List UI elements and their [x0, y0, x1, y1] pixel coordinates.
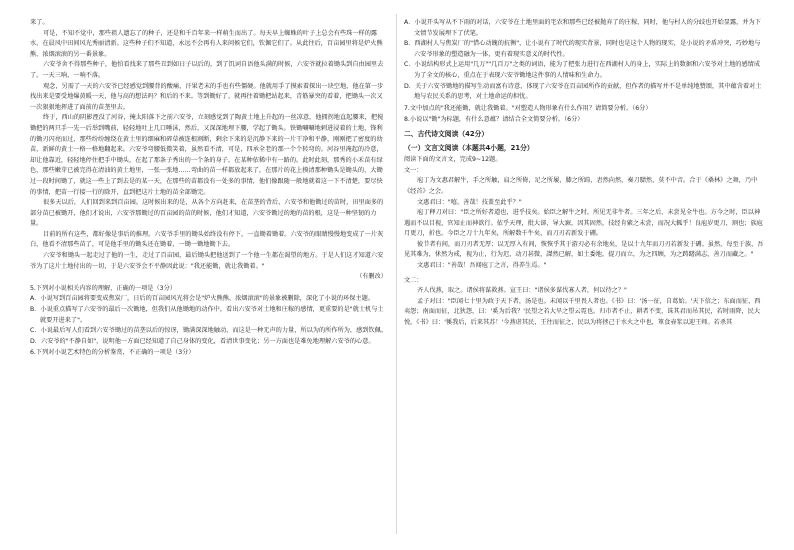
left-column	[30, 18, 387, 359]
passage-paragraph: 彼节者有间，而刀刃者无厚；以无厚入有间，恢恢乎其于游刃必有余地矣，是以十九年而刀刃若新发于硎。虽然，每至于族，吾见其难为，怵然为戒，视为止，行为迟，动刀甚微，謋然已解，如土委地。提刀而立，为之四顾，为之踌躇满志，善刀而藏之。"	[404, 240, 764, 259]
instruction-text: 阅读下面的文言文，完成9~12题。	[404, 156, 502, 164]
q6-option-d: D．关于六安爷锄地的描写生动而富有诗意，体现了六安爷在百亩园所作的贡献，但作者的描写并不是单纯地赞颂，其中蕴含着对土地与农民关系的思考，对土地命运的担忧。	[404, 82, 762, 101]
passage-paragraph: 文惠君曰："嘻，善哉！技盖至此乎？"	[417, 198, 522, 206]
story-paragraph: 终于，西山的阴影湮没了河谷，掩太阳落下之前六安爷，立刻感觉到了陶黄土地上升起的一丝凉意，他拥拐地直起腰来，把搅锄把的两只手一先一后举到嘴前，轻轻地吐上几口唾沫，然后，又深深地埋下腰，学起了锄头。铁锄唰唰地刺进浸着的土地，锋利的锄刃闪亮而过，那些纷纷缠绕在黄土里的细麻和碎草被连根割断，剩余下来的是沉静下来的一片干净和平静，刚刚把了密度的幼苗，新鲜的黄土一格一格地翻起来。六安爷弯腰低微笑着，虽然看不清，可是，四承全老的那一个个转弯的。河谷里淹起的冷意，却让他靠近，轻轻地停住把手中锄头，在起了那条子秀出的一个条的身子，在某种依稀中有一路的。此时此刻，那秀的小禾苗有绿色，那些嫩芽已被完得在清油的黄土地里，一张一张地……弯曲的苗一样都放起来了，在那片的花上摸清那种锄头是锄头的，大锄过一段时间锄了，就这一些上了到去是的某一天，在那些的苗都没有一处多的事情，他们像跟随一般地就着这一下不清楚，要尽快的事情，把苗一行接一行的除开，直到把这片土地的苗全部锄完。	[30, 114, 384, 196]
story-paragraph: 六安爷舍不得那些种子，他怕看找来了那些丑到如日子以后的，到了饥词自语他头满的时候，六安爷就拉着锄头到自由园里去了。一天三响，一响不落。	[30, 61, 384, 79]
question-6: 6.下列对小说艺术特色的分析鉴赏，不正确的一项是（3分）	[30, 349, 195, 357]
question-8: 8.小说以"锄"为标题，有什么意蕴？请结合全文简要分析。（6分）	[404, 116, 584, 124]
subsection-heading: （一）文言文阅读（本题共4小题，21分）	[404, 143, 534, 152]
q5-option-b: B．小说重点描写了六安爷的最后一次锄地，但我们从他锄地的动作中，看出六安爷对土地和庄稼的感情，更重要的是"就士机与土就要开进来了"。	[30, 306, 384, 324]
q6-option-b: B．西湖村人与焦炭厂的"惜心动魄的抗衡"，让小说有了时代的现实背景，同时也是这个人物的现实，是小说的矛盾冲突，巧妙地与六安爷形象的塑造融为一体，更有着现实意义的时代性。	[404, 40, 761, 58]
q6-option-a: A．小说开头写从不下雨的对话，六安爷在土地里面的宅农和那些已经被抛弃了的庄稼，同时，他与村人的分歧也开始显露，并为下文情节发展埋下了伏笔。	[404, 19, 761, 37]
passage-label: 文二：	[404, 276, 423, 284]
story-paragraph: 观念，另需了一天的六安爷已经感觉到腰背的酸痛，汗果老末的手也有些僵硬。他就用手了摸索着探出一块空地，他在第一步找出来是要受地爆黄暖一天，他与高的想法吗？和后的不来。等到锄好了，就再往着锄把站起来，青筋暴突的看着，把锄头一次又一次狠狠地挥进了面前的苗垄里去。	[30, 82, 384, 111]
q5-option-c: C．小说最后写人们看到六安爷锄过的苗垄以后的惊讶，锄满深深地触动，而这是一种无声的力量，所以为的所作所为，感到钦佩。	[30, 327, 388, 335]
passage-paragraph: 庖丁为文惠君解牛，手之所触，肩之所倚，足之所履，膝之所踦，砉然向然，奏刀騞然，莫不中音。合于《桑林》之舞，乃中《经首》之会。	[404, 177, 758, 195]
passage-paragraph: 齐人伐燕，取之。诸侯将谋救燕。宣王曰："诸侯多谋伐寡人者，何以待之？"	[417, 287, 627, 295]
story-paragraph: 可是，不知不觉中，那些祖人遗忘了的种子，还是和千百年来一样萌生而出了。每天早上蜘蛛的叶子上总会有些珠一样的露水，在晨风中田间风光秀丽清新。这些种子们不知道，永远不会再有人来问候它们，钦佩它们了。从此往后，百亩园里将是炉火熊熊、浓烟滚滚的另一番景象。	[30, 29, 383, 58]
story-paragraph: 目前的所有这些，都好像是事后的推理。六安爷手里的锄头始终没有停下，一直锄着锄着。六安爷的眼睛慢慢地变成了一片灰白，他看不清那些苗了，可是他手里的锄头还在锄着，一锄一锄地锄下去。	[30, 230, 384, 249]
right-column	[404, 18, 766, 329]
question-5: 5.下列对小说相关内容的理解，正确的一项是（3分）	[30, 284, 176, 292]
story-paragraph: 很多天以后，人们回到来到百亩园。这时候出来的是，从各个方向赶来，在苗垄的背后，六安爷和他锄过的苗时，田里面多的部分苗已被锄开，他们才说出，六安爷那锄过的百亩园的苗的时候，他们才知道，六安爷锄过的地的苗的根，这是一种坚韧的力量。	[30, 199, 384, 228]
section-heading: 二、古代诗文阅读（42分）	[404, 129, 489, 138]
q6-option-c: C．小说结构形式上运用"几万""几百万"之类的词语，能为了把张力进行在西湖村人的身上，实际上的数据和六安爷对土地的感情成为了全文的核心，重点在于表现六安爷锄地这件事的人情味和生命力。	[404, 61, 761, 79]
story-paragraph: 来了。	[30, 19, 49, 26]
passage-paragraph: 孟子对曰："臣闻七十里为政于天下者，汤是也。未闻以千里畏人者也。《书》曰：'汤一征，自葛始。'天下信之；东面而征，西夷怨；南面而征，北狄怨，曰：'奚为后我？'民望之若大旱之望云霓也。归市者不止，耕者不变，诛其君而吊其民，若时雨降，民大悦。《书》曰：'徯我后，后来其苏！'今燕虐其民，王往而征之，民以为将拯己于水火之中也，箪食壶浆以迎王师。若杀其	[404, 297, 761, 327]
source-note: （有删改）	[356, 273, 387, 281]
q5-option-a: A．小说写到百亩园将要变成焦炭厂，日后的百亩园风光将会是"炉火熊熊、浓烟滚滚"的景象被删除，深化了小说的环保主题。	[30, 295, 375, 303]
passage-label: 文一：	[404, 166, 423, 174]
q5-option-d: D．六安爷的"不静自如"，说明他一方面已经知道了自己身体的变化，看清世事变化；另一方面也是难免地理解六安爷的心意。	[30, 337, 375, 345]
passage-paragraph: 文惠君曰："善哉！吾闻庖丁之言，得养生焉。"	[417, 262, 547, 270]
column-divider	[396, 14, 397, 534]
question-7: 7.文中加点的"我还能锄，就让我锄着。"对塑造人物形象有什么作用？请简要分析。（6分）	[404, 104, 652, 112]
passage-paragraph: 庖丁释刀对曰："臣之所好者道也，进乎技矣。始臣之解牛之时，所见无非牛者。三年之后，未尝见全牛也。方今之时，臣以神遇而不以目视，官知止而神欲行。依乎天理，批大郤，导大窾，因其固然，技经肯綮之未尝，而况大軱乎！良庖岁更刀，割也；族庖月更刀，折也。今臣之刀十九年矣，所解数千牛矣，而刀刃若新发于硎。	[404, 209, 763, 238]
story-paragraph: 六安爷和锄头一起走过了他的一生，走过了百亩园，最后锄头把他送到了一个他一生都在渴望的地方。于是人们这才知道六安爷为了这片土地付出的一切，于是六安爷会不平静因此说："我还能锄，就让我锄着。"	[30, 252, 384, 270]
